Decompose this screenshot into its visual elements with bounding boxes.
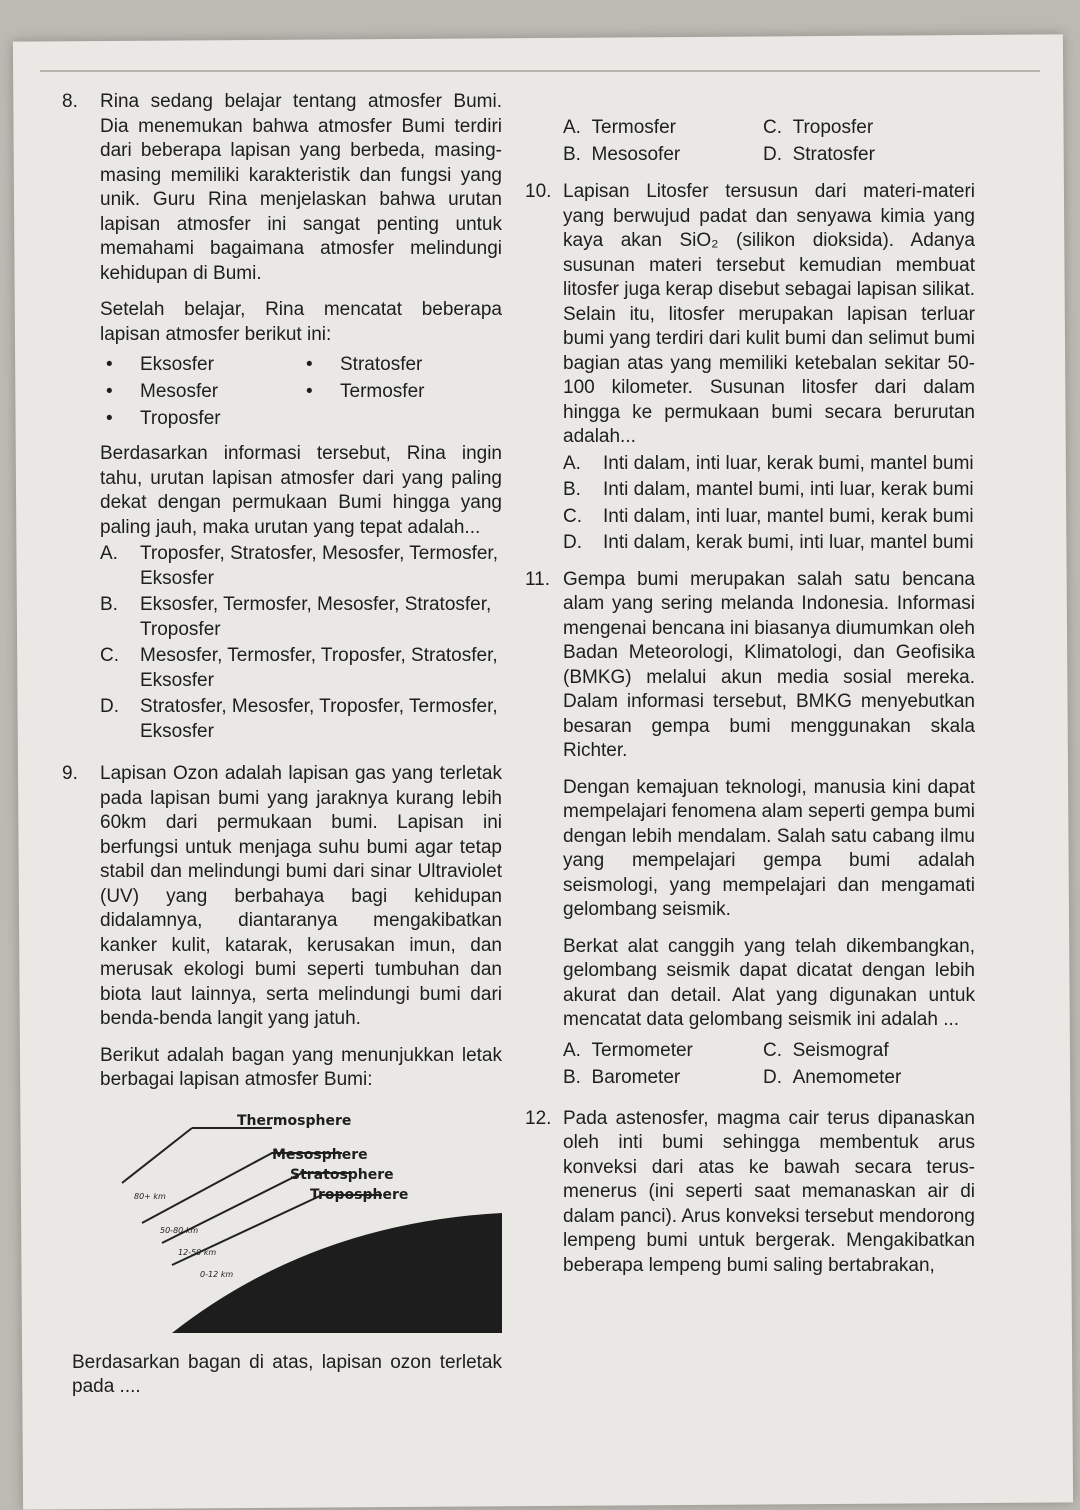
altitude-label: 80+ km [134, 1191, 166, 1201]
option-d[interactable]: D. Anemometer [763, 1066, 902, 1088]
layer-list [100, 351, 502, 432]
option-d[interactable]: D. Inti dalam, kerak bumi, inti luar, mantel bumi [563, 532, 974, 553]
option-b[interactable]: B. Eksosfer, Termosfer, Mesosfer, Stratosfer, Troposfer [100, 594, 492, 640]
option-b[interactable]: B. Mesosofer [563, 144, 681, 165]
question-8-intro: Rina sedang belajar tentang atmosfer Bumi. Dia menemukan bahwa atmosfer Bumi terdiri dari beberapa lapisan yang berbeda, masing-masing memiliki karakteristik dan fungsi yang unik. Guru Rina menjelaskan bahwa urutan lapisan atmosfer ini sangat penting untuk memahami bagaimana atmosfer melindungi kehidupan di Bumi. [100, 91, 502, 284]
option-d[interactable]: D. Stratosfer, Mesosfer, Troposfer, Termosfer, Eksosfer [100, 696, 498, 742]
label-stratosphere: Stratosphere [290, 1166, 394, 1183]
option-b[interactable]: B. Barometer [563, 1066, 681, 1088]
option-a[interactable]: A. Inti dalam, inti luar, kerak bumi, mantel bumi [563, 452, 974, 474]
question-12-text: Pada astenosfer, magma cair terus dipanaskan oleh inti bumi sehingga membentuk arus konveksi dari atas ke bawah secara terus-menerus (ini seperti saat memanaskan air di dalam panci). Arus konveksi tersebut mendorong lempeng bumi untuk bergerak. Mengakibatkan beberapa lempeng bumi saling bertabrakan, [563, 1107, 975, 1276]
page-top-edge [40, 70, 1040, 72]
label-troposphere: Troposphere [310, 1186, 409, 1203]
thermosphere-line [122, 1128, 192, 1183]
altitude-label: 0-12 km [200, 1269, 234, 1279]
question-11-p3: Berkat alat canggih yang telah dikembangkan, gelombang seismik dapat dicatat dengan lebih akurat dan detail. Alat yang digunakan untuk mencatat data gelombang seismik ini adalah ... [563, 935, 975, 1030]
question-9-options [563, 114, 975, 168]
question-11-number: 11. [525, 568, 551, 590]
option-c[interactable]: C. Troposfer [763, 117, 874, 138]
label-thermosphere: Thermosphere [237, 1112, 352, 1129]
question-9-number: 9. [62, 763, 78, 784]
question-11-options [563, 1037, 975, 1091]
list-item: • Troposfer [100, 405, 300, 432]
question-8-intro2: Setelah belajar, Rina mencatat beberapa lapisan atmosfer berikut ini: [100, 299, 502, 345]
altitude-label: 50-80 km [160, 1225, 199, 1235]
option-c[interactable]: C. Seismograf [763, 1039, 889, 1061]
option-c[interactable]: C. Mesosfer, Termosfer, Troposfer, Stratosfer, Eksosfer [100, 645, 498, 691]
option-c[interactable]: C. Inti dalam, inti luar, mantel bumi, kerak bumi [563, 505, 974, 527]
question-10-number: 10. [525, 181, 552, 202]
question-11-p1: Gempa bumi merupakan salah satu bencana alam yang sering melanda Indonesia. Informasi mengenai bencana ini biasanya diumumkan oleh Badan Meteorologi, Klimatologi, dan Geofisika (BMKG) melalui akun media sosial mereka. Dalam informasi tersebut, BMKG menyebutkan besaran gempa bumi menggunakan skala Richter. [563, 568, 975, 761]
question-12-number: 12. [525, 1107, 552, 1129]
option-a[interactable]: A. Termometer [563, 1039, 693, 1061]
atmosphere-diagram-graphic [62, 1103, 502, 1343]
question-12 [525, 1107, 975, 1279]
label-mesosphere: Mesosphere [272, 1146, 368, 1163]
question-11-p2: Dengan kemajuan teknologi, manusia kini dapat mempelajari fenomena alam seperti gempa bumi dengan lebih mendalam. Salah satu cabang ilmu yang mempelajari gempa bumi adalah seismologi, yang mempelajari dan mengamati gelombang seismik. [563, 776, 975, 920]
question-8-number: 8. [62, 91, 78, 112]
question-9-prompt: Berdasarkan bagan di atas, lapisan ozon terletak pada .... [72, 1351, 502, 1397]
question-8-prompt: Berdasarkan informasi tersebut, Rina ingin tahu, urutan lapisan atmosfer dari yang paling dekat dengan permukaan Bumi hingga yang paling jauh, maka urutan yang tepat adalah... [100, 443, 502, 538]
question-9-text: Lapisan Ozon adalah lapisan gas yang terletak pada lapisan bumi yang jaraknya kurang lebih 60km dari permukaan bumi. Lapisan ini berfungsi untuk menjaga suhu bumi agar tetap stabil dan melindungi bumi dari sinar Ultraviolet (UV) yang berbahaya bagi kehidupan didalamnya, diantaranya mengakibatkan kanker kulit, katarak, kerusakan imun, dan merusak ekologi bumi seperti tumbuhan dan biota laut lainnya, serta melindungi bumi dari benda-benda langit yang jatuh. [100, 763, 502, 1029]
question-9 [62, 762, 502, 1093]
list-item: • Termosfer [300, 378, 500, 405]
question-8 [62, 90, 502, 744]
question-9-lead: Berikut adalah bagan yang menunjukkan letak berbagai lapisan atmosfer Bumi: [100, 1044, 502, 1090]
list-item: • Stratosfer [300, 351, 500, 378]
question-10 [525, 180, 975, 556]
question-11 [525, 568, 975, 1095]
atmosphere-diagram [62, 1103, 502, 1343]
option-a[interactable]: A. Troposfer, Stratosfer, Mesosfer, Termosfer, Eksosfer [100, 543, 498, 589]
option-d[interactable]: D. Stratosfer [763, 144, 875, 165]
question-10-text: Lapisan Litosfer tersusun dari materi-materi yang berwujud padat dan senyawa kimia yang kaya akan SiO₂ (silikon dioksida). Adanya susunan materi tersebut kemudian membuat litosfer juga kerap disebut sebagai lapisan silikat. Selain itu, litosfer merupakan lapisan terluar bumi yang terdiri dari kulit bumi dan selimut bumi bagian atas yang memiliki ketebalan sekitar 50-100 kilometer. Susunan litosfer dari dalam hingga ke permukaan bumi secara berurutan adalah... [563, 181, 975, 447]
list-item: • Eksosfer [100, 351, 300, 378]
option-b[interactable]: B. Inti dalam, mantel bumi, inti luar, kerak bumi [563, 479, 974, 500]
left-column [62, 90, 502, 1400]
altitude-label: 12-50 km [178, 1247, 217, 1257]
right-column [525, 110, 975, 1278]
option-a[interactable]: A. Termosfer [563, 117, 676, 138]
list-item: • Mesosfer [100, 378, 300, 405]
